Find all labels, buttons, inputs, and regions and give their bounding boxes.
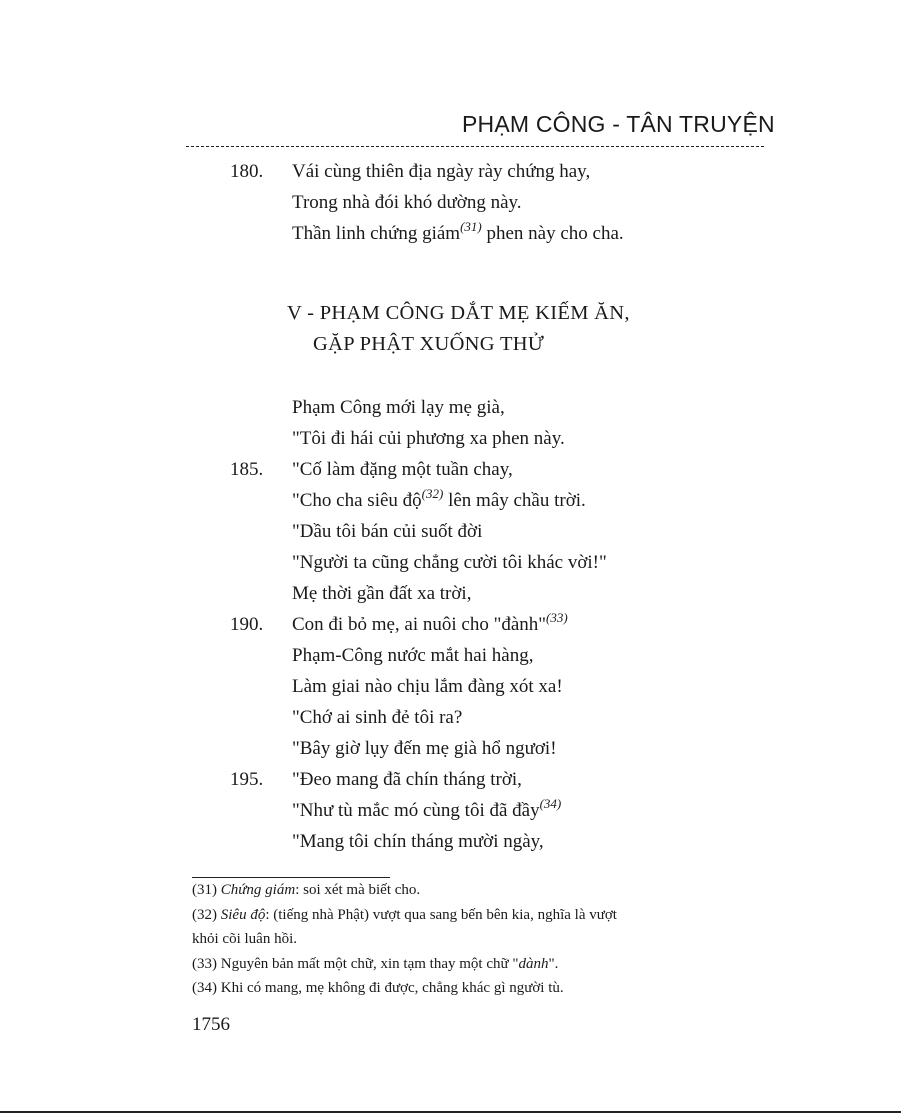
verse-line: Phạm-Công nước mắt hai hàng,: [292, 645, 534, 666]
verse-line: Mẹ thời gần đất xa trời,: [292, 583, 472, 604]
footnote-33: (33) Nguyên bản mất một chữ, xin tạm thay một chữ "dành".: [192, 956, 559, 972]
footnote-ref-31[interactable]: (31): [460, 219, 482, 234]
footnote-32-cont: khỏi cõi luân hồi.: [192, 931, 297, 947]
footnote-31: (31) Chứng giám: soi xét mà biết cho.: [192, 882, 421, 898]
verse-line: Thần linh chứng giám$^{(31)}$ phen này cho cha.: [292, 219, 624, 244]
footnote-ref-34[interactable]: (34): [539, 796, 562, 811]
verse-line: "Bây giờ lụy đến mẹ già hổ ngươi!: [292, 738, 557, 759]
verse-line: "Cho cha siêu độ$^{(32)}$ lên mây chầu trời.: [292, 486, 586, 511]
verse-line: "Tôi đi hái củi phương xa phen này.: [292, 428, 565, 449]
verse-line: Trong nhà đói khó dường này.: [292, 192, 522, 213]
verse-line: "Chớ ai sinh đẻ tôi ra?: [292, 707, 463, 728]
page-bottom-edge: [0, 1111, 901, 1113]
verse-line: Phạm Công mới lạy mẹ già,: [292, 397, 505, 418]
verse-line: "Đeo mang đã chín tháng trời,: [292, 769, 522, 790]
footnote-32: (32) Siêu độ: (tiếng nhà Phật) vượt qua sang bến bên kia, nghĩa là vượt: [192, 907, 617, 923]
page-number: 1756: [192, 1014, 230, 1035]
footnote-ref-33[interactable]: (33): [546, 610, 568, 625]
footnote-34: (34) Khi có mang, mẹ không đi được, chẳng khác gì người tù.: [192, 980, 564, 996]
footnote-ref-32[interactable]: (32): [421, 486, 444, 501]
verse-line: "Cố làm đặng một tuần chay,: [292, 459, 513, 480]
verse-line: "Như tù mắc mó cùng tôi đã đầy$^{(34)}$: [292, 796, 562, 821]
line-number: 185.: [230, 459, 264, 480]
footnote-divider: [192, 877, 390, 878]
header-divider: [186, 146, 764, 147]
verse-line: "Dầu tôi bán củi suốt đời: [292, 521, 483, 542]
line-number: 190.: [230, 614, 264, 635]
section-heading-cont: GẶP PHẬT XUỐNG THỬ: [313, 333, 545, 355]
line-number: 180.: [230, 161, 264, 182]
section-heading: V - PHẠM CÔNG DẮT MẸ KIẾM ĂN,: [287, 302, 630, 324]
running-header-title: PHẠM CÔNG - TÂN TRUYỆN: [462, 111, 775, 137]
verse-line: "Người ta cũng chẳng cười tôi khác vời!": [292, 552, 607, 573]
verse-line: Con đi bỏ mẹ, ai nuôi cho "đành"$^{(33)}$: [292, 610, 568, 635]
verse-line: "Mang tôi chín tháng mười ngày,: [292, 831, 544, 852]
verse-line: Làm giai nào chịu lắm đàng xót xa!: [292, 676, 563, 697]
verse-line: Vái cùng thiên địa ngày rày chứng hay,: [292, 161, 591, 182]
line-number: 195.: [230, 769, 264, 790]
